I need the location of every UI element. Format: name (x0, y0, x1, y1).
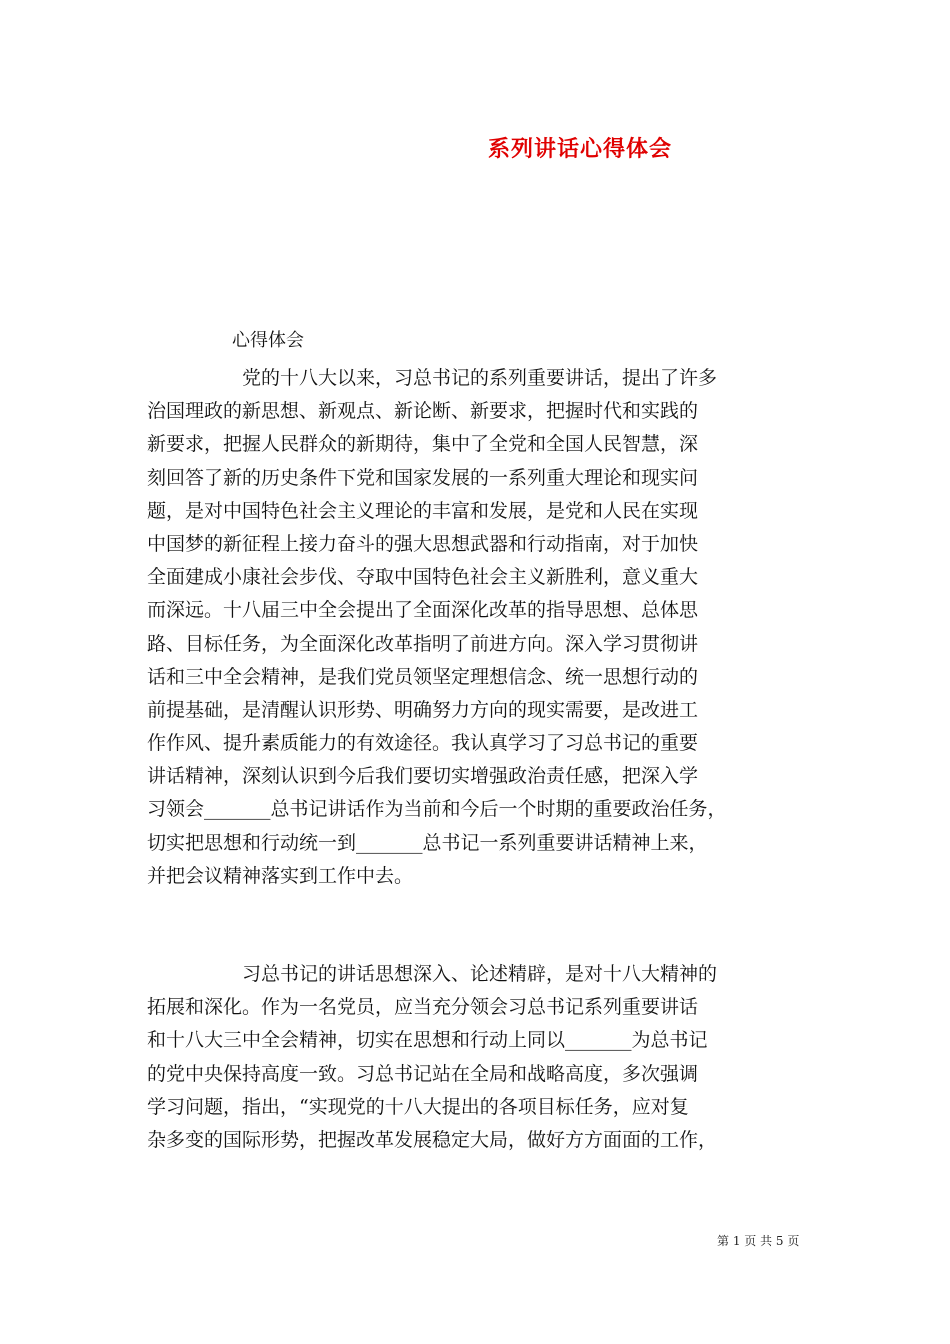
text-line: 的党中央保持高度一致。习总书记站在全局和战略高度，多次强调 (147, 1062, 699, 1085)
document-title: 系列讲话心得体会 (488, 136, 673, 162)
page-footer: 第 1 页 共 5 页 (717, 1234, 800, 1248)
text-line: 刻回答了新的历史条件下党和国家发展的一系列重大理论和现实问 (147, 466, 699, 489)
text-line: 并把会议精神落实到工作中去。 (147, 864, 414, 887)
text-line: 治国理政的新思想、新观点、新论断、新要求，把握时代和实践的 (147, 400, 699, 423)
paragraph-1 (147, 362, 817, 893)
text-line: 路、目标任务，为全面深化改革指明了前进方向。深入学习贯彻讲 (147, 632, 699, 655)
text-line: 习领会_______总书记讲话作为当前和今后一个时期的重要政治任务， (147, 798, 727, 821)
text-line: 和十八大三中全会精神，切实在思想和行动上同以_______为总书记 (147, 1029, 708, 1052)
text-line: 党的十八大以来，习总书记的系列重要讲话，提出了许多 (242, 367, 718, 389)
paragraph-2 (147, 958, 817, 1157)
section-heading: 心得体会 (232, 330, 304, 351)
text-line: 话和三中全会精神，是我们党员领坚定理想信念、统一思想行动的 (147, 665, 699, 688)
text-line: 全面建成小康社会步伐、夺取中国特色社会主义新胜利，意义重大 (147, 566, 699, 589)
text-line: 拓展和深化。作为一名党员，应当充分领会习总书记系列重要讲话 (147, 996, 699, 1019)
text-line: 切实把思想和行动统一到_______总书记一系列重要讲话精神上来， (147, 831, 708, 854)
text-line: 新要求，把握人民群众的新期待，集中了全党和全国人民智慧，深 (147, 433, 699, 456)
text-line: 作作风、提升素质能力的有效途径。我认真学习了习总书记的重要 (147, 732, 699, 755)
text-line: 前提基础，是清醒认识形势、明确努力方向的现实需要，是改进工 (147, 698, 699, 721)
text-line: 而深远。十八届三中全会提出了全面深化改革的指导思想、总体思 (147, 599, 699, 622)
text-line: 学习问题，指出，“实现党的十八大提出的各项目标任务，应对复 (147, 1095, 689, 1118)
text-line: 讲话精神，深刻认识到今后我们要切实增强政治责任感，把深入学 (147, 765, 699, 788)
text-line: 题，是对中国特色社会主义理论的丰富和发展，是党和人民在实现 (147, 499, 699, 522)
text-line: 习总书记的讲话思想深入、论述精辟，是对十八大精神的 (242, 963, 718, 985)
text-line: 杂多变的国际形势，把握改革发展稳定大局，做好方方面面的工作， (147, 1128, 718, 1151)
text-line: 中国梦的新征程上接力奋斗的强大思想武器和行动指南，对于加快 (147, 532, 699, 555)
